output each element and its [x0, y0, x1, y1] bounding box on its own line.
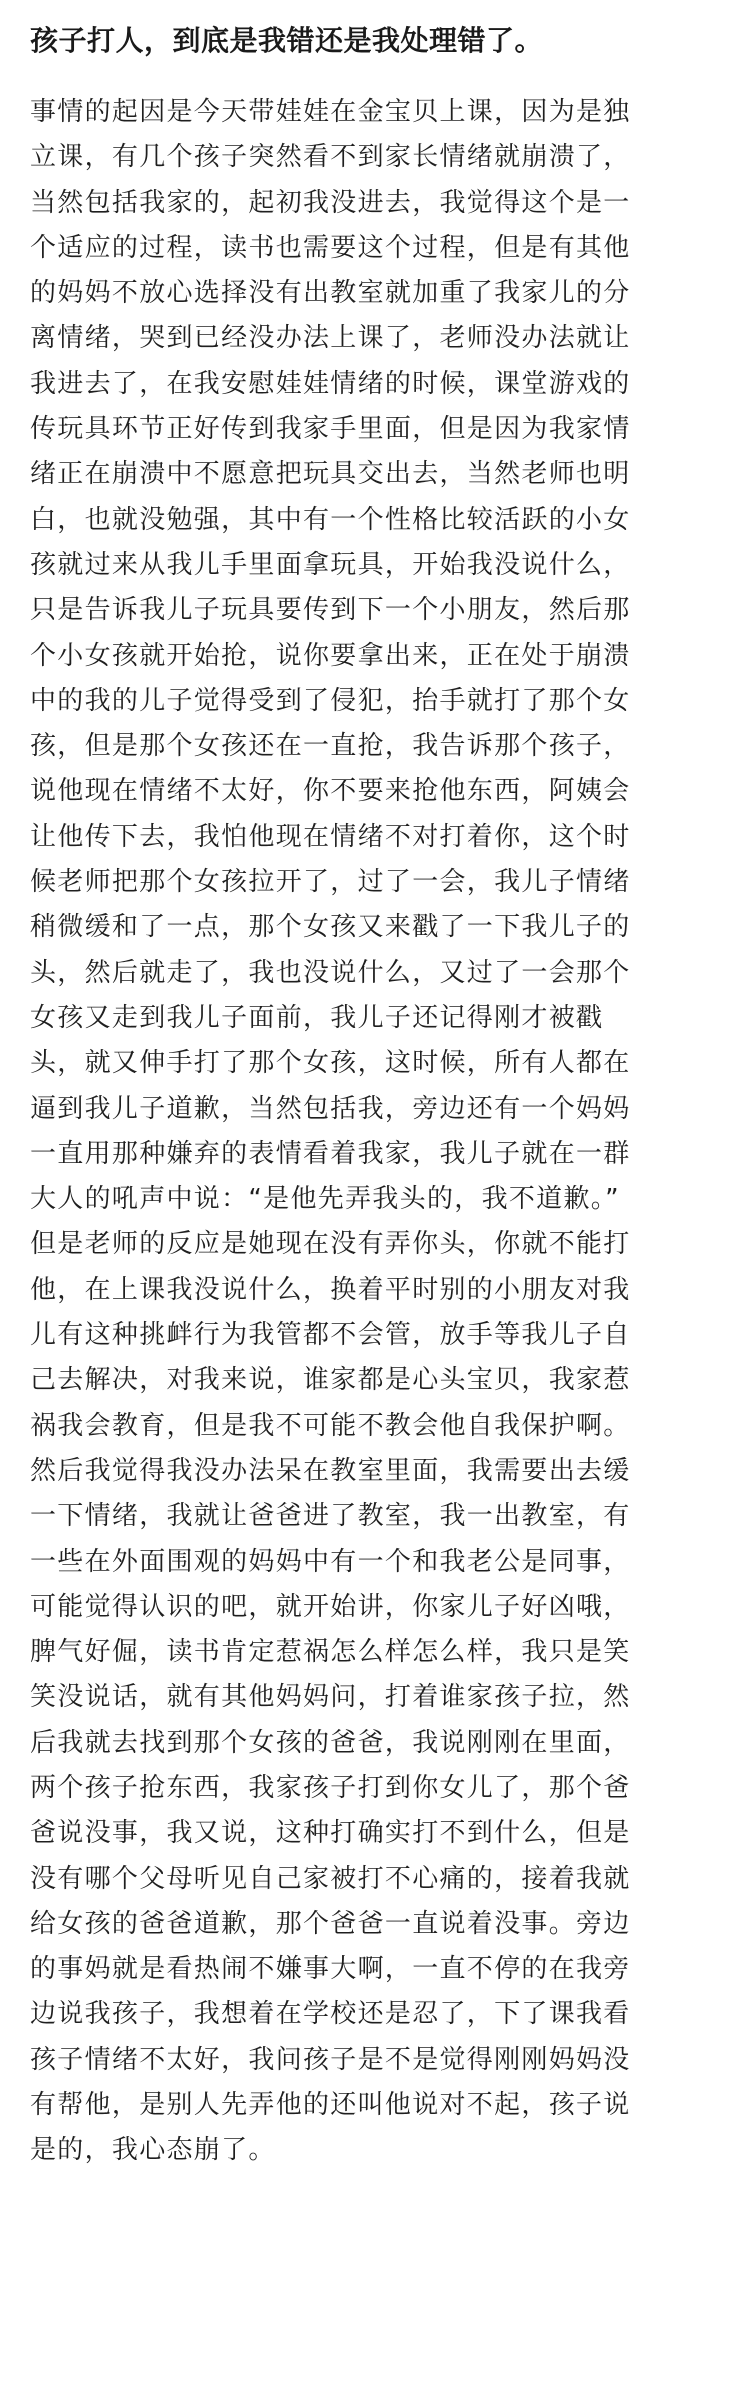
body-line: 笑没说话，就有其他妈妈问，打着谁家孩子拉，然	[30, 1682, 631, 1713]
body-line: 稍微缓和了一点，那个女孩又来戳了一下我儿子的	[30, 912, 631, 943]
body-line: 然后我觉得我没办法呆在教室里面，我需要出去缓	[30, 1455, 631, 1486]
body-line: 头，然后就走了，我也没说什么，又过了一会那个	[30, 957, 631, 988]
body-line: 大人的吼声中说：“是他先弄我头的，我不道歉。”	[30, 1184, 620, 1215]
body-line: 但是老师的反应是她现在没有弄你头，你就不能打	[30, 1229, 631, 1260]
body-line: 绪正在崩溃中不愿意把玩具交出去，当然老师也明	[30, 459, 631, 490]
body-line: 后我就去找到那个女孩的爸爸，我说刚刚在里面，	[30, 1727, 631, 1758]
body-line: 孩就过来从我儿手里面拿玩具，开始我没说什么，	[30, 549, 631, 580]
body-line: 传玩具环节正好传到我家手里面，但是因为我家情	[30, 414, 631, 445]
body-line: 让他传下去，我怕他现在情绪不对打着你，这个时	[30, 821, 631, 852]
body-line: 当然包括我家的，起初我没进去，我觉得这个是一	[30, 187, 631, 218]
body-line: 一直用那种嫌弃的表情看着我家，我儿子就在一群	[30, 1138, 631, 1169]
body-line: 一下情绪，我就让爸爸进了教室，我一出教室，有	[30, 1501, 631, 1532]
body-line: 可能觉得认识的吧，就开始讲，你家儿子好凶哦，	[30, 1591, 631, 1622]
body-line: 爸说没事，我又说，这种打确实打不到什么，但是	[30, 1818, 631, 1849]
body-line: 有帮他，是别人先弄他的还叫他说对不起，孩子说	[30, 2090, 631, 2121]
body-line: 只是告诉我儿子玩具要传到下一个小朋友，然后那	[30, 595, 631, 626]
body-line: 脾气好倔，读书肯定惹祸怎么样怎么样，我只是笑	[30, 1637, 631, 1668]
body-line: 给女孩的爸爸道歉，那个爸爸一直说着没事。旁边	[30, 1908, 631, 1939]
body-line: 个小女孩就开始抢，说你要拿出来，正在处于崩溃	[30, 640, 631, 671]
body-line: 一些在外面围观的妈妈中有一个和我老公是同事，	[30, 1546, 631, 1577]
body-line: 祸我会教育，但是我不可能不教会他自我保护啊。	[30, 1410, 631, 1441]
body-line: 候老师把那个女孩拉开了，过了一会，我儿子情绪	[30, 867, 631, 898]
body-line: 个适应的过程，读书也需要这个过程，但是有其他	[30, 232, 631, 263]
body-line: 他，在上课我没说什么，换着平时别的小朋友对我	[30, 1274, 631, 1305]
body-line: 孩子情绪不太好，我问孩子是不是觉得刚刚妈妈没	[30, 2044, 631, 2075]
body-line: 己去解决，对我来说，谁家都是心头宝贝，我家惹	[30, 1365, 631, 1396]
body-line: 儿有这种挑衅行为我管都不会管，放手等我儿子自	[30, 1320, 631, 1351]
body-line: 的事妈就是看热闹不嫌事大啊，一直不停的在我旁	[30, 1954, 631, 1985]
body-line: 事情的起因是今天带娃娃在金宝贝上课，因为是独	[30, 97, 631, 127]
body-line: 边说我孩子，我想着在学校还是忍了，下了课我看	[30, 1999, 631, 2030]
body-line: 孩，但是那个女孩还在一直抢，我告诉那个孩子，	[30, 731, 631, 762]
body-line: 中的我的儿子觉得受到了侵犯，抬手就打了那个女	[30, 685, 631, 716]
article-title: 孩子打人，到底是我错还是我处理错了。	[30, 24, 544, 57]
body-line: 离情绪，哭到已经没办法上课了，老师没办法就让	[30, 323, 631, 354]
body-line: 两个孩子抢东西，我家孩子打到你女儿了，那个爸	[30, 1772, 631, 1803]
body-line: 逼到我儿子道歉，当然包括我，旁边还有一个妈妈	[30, 1093, 631, 1124]
body-line: 的妈妈不放心选择没有出教室就加重了我家儿的分	[30, 278, 631, 309]
body-line: 女孩又走到我儿子面前，我儿子还记得刚才被戳	[30, 1002, 604, 1033]
body-line: 立课，有几个孩子突然看不到家长情绪就崩溃了，	[30, 142, 631, 173]
article-body	[30, 90, 722, 2174]
body-line: 头，就又伸手打了那个女孩，这时候，所有人都在	[30, 1048, 631, 1079]
body-line: 没有哪个父母听见自己家被打不心痛的，接着我就	[30, 1863, 631, 1894]
body-line: 说他现在情绪不太好，你不要来抢他东西，阿姨会	[30, 776, 631, 807]
body-line: 白，也就没勉强，其中有一个性格比较活跃的小女	[30, 504, 631, 535]
body-line: 我进去了，在我安慰娃娃情绪的时候，课堂游戏的	[30, 368, 631, 399]
body-line: 是的，我心态崩了。	[30, 2135, 276, 2166]
